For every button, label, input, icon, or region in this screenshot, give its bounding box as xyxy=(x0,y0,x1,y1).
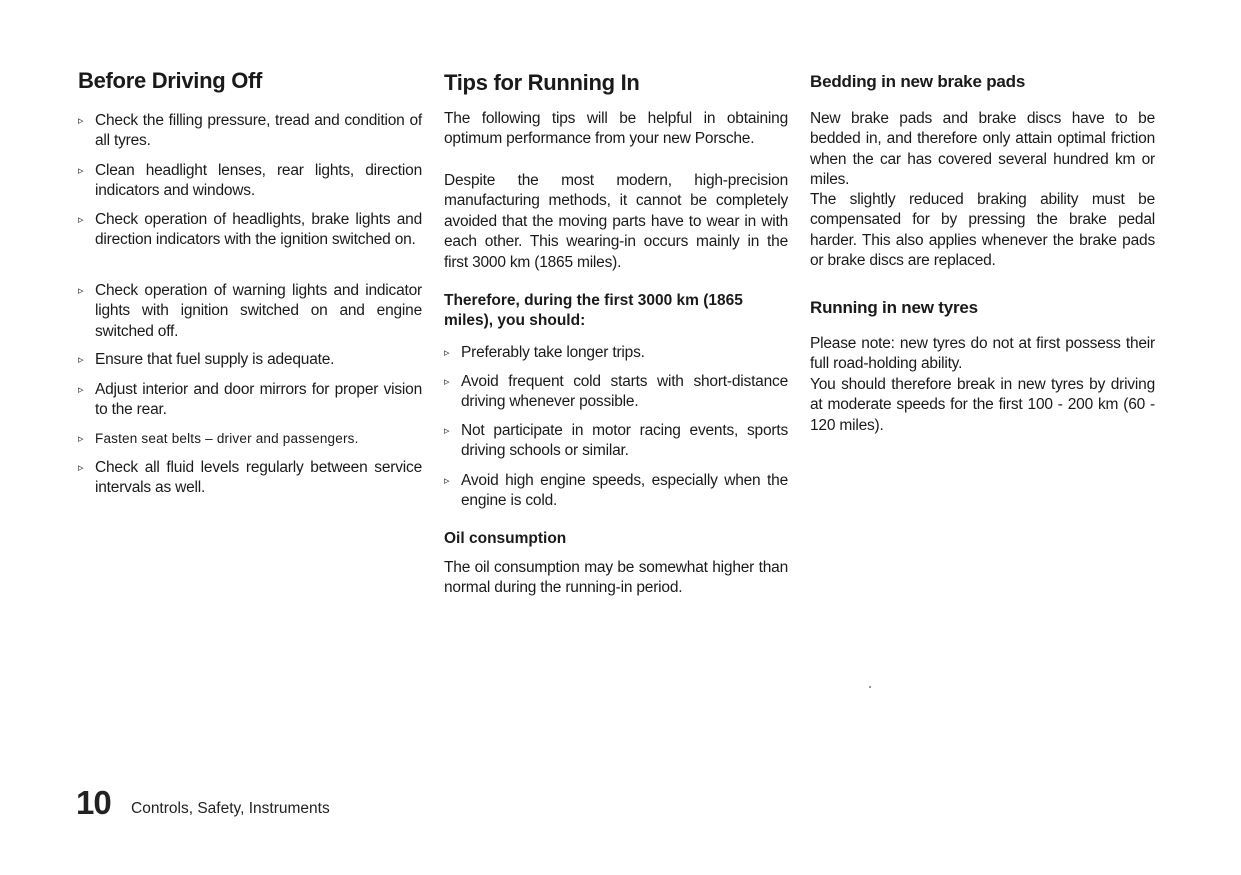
list-item: ▹ Clean headlight lenses, rear lights, direction indicators and windows. xyxy=(78,162,422,200)
triangle-bullet-icon: ▹ xyxy=(78,115,84,127)
tyres-paragraph-2: You should therefore break in new tyres by driving at moderate speeds for the first 100 - 200 km (60 - 120 miles). xyxy=(810,376,1155,434)
triangle-bullet-icon: ▹ xyxy=(444,376,450,388)
list-item: ▹ Avoid high engine speeds, especially when the engine is cold. xyxy=(444,472,788,510)
triangle-bullet-icon: ▹ xyxy=(78,214,84,226)
list-item: ▹ Check operation of warning lights and indicator lights with ignition switched on and engine switched off. xyxy=(78,282,422,340)
intro-paragraph: The following tips will be helpful in obtaining optimum performance from your new Porsche. xyxy=(444,110,788,148)
triangle-bullet-icon: ▹ xyxy=(78,165,84,177)
page-number: 10 xyxy=(76,784,111,821)
list-item: ▹ Fasten seat belts – driver and passengers. xyxy=(78,429,422,449)
wear-in-paragraph: Despite the most modern, high-precision manufacturing methods, it cannot be completely avoided that the moving parts have to wear in with each other. This wearing-in occurs mainly in the first 3000 km (1865 miles). xyxy=(444,172,788,271)
triangle-bullet-icon: ▹ xyxy=(78,285,84,297)
tyres-paragraph-1: Please note: new tyres do not at first possess their full road-holding ability. xyxy=(810,335,1155,373)
brake-pads-paragraph-1: New brake pads and brake discs have to be bedded in, and therefore only attain optimal friction when the car has covered several hundred km or miles. xyxy=(810,110,1155,189)
list-item: ▹ Adjust interior and door mirrors for proper vision to the rear. xyxy=(78,381,422,419)
triangle-bullet-icon: ▹ xyxy=(78,433,84,445)
scan-speck xyxy=(869,686,871,688)
heading-tips-running-in: Tips for Running In xyxy=(444,70,640,95)
brake-pads-paragraph-2: The slightly reduced braking ability must be compensated for by pressing the brake pedal harder. This also applies whenever the brake pads or brake discs are replaced. xyxy=(810,191,1155,270)
list-item: ▹ Avoid frequent cold starts with short-distance driving whenever possible. xyxy=(444,373,788,411)
oil-consumption-paragraph: The oil consumption may be somewhat higher than normal during the running-in period. xyxy=(444,559,788,597)
list-item: ▹ Preferably take longer trips. xyxy=(444,343,788,363)
triangle-bullet-icon: ▹ xyxy=(444,425,450,437)
list-item: ▹ Ensure that fuel supply is adequate. xyxy=(78,350,422,370)
triangle-bullet-icon: ▹ xyxy=(78,462,84,474)
list-item: ▹ Not participate in motor racing events, sports driving schools or similar. xyxy=(444,422,788,460)
subheading-oil-consumption: Oil consumption xyxy=(444,530,567,547)
list-item: ▹ Check operation of headlights, brake lights and direction indicators with the ignition switched on. xyxy=(78,211,422,249)
subheading-first-3000km: Therefore, during the first 3000 km (1865 miles), you should: xyxy=(444,292,743,329)
list-item: ▹ Check the filling pressure, tread and condition of all tyres. xyxy=(78,112,422,150)
heading-brake-pads: Bedding in new brake pads xyxy=(810,72,1026,91)
heading-before-driving-off: Before Driving Off xyxy=(78,68,263,93)
section-title: Controls, Safety, Instruments xyxy=(131,800,330,817)
triangle-bullet-icon: ▹ xyxy=(444,475,450,487)
list-item: ▹ Check all fluid levels regularly between service intervals as well. xyxy=(78,459,422,497)
heading-new-tyres: Running in new tyres xyxy=(810,298,978,317)
triangle-bullet-icon: ▹ xyxy=(78,354,84,366)
triangle-bullet-icon: ▹ xyxy=(444,347,450,359)
triangle-bullet-icon: ▹ xyxy=(78,384,84,396)
